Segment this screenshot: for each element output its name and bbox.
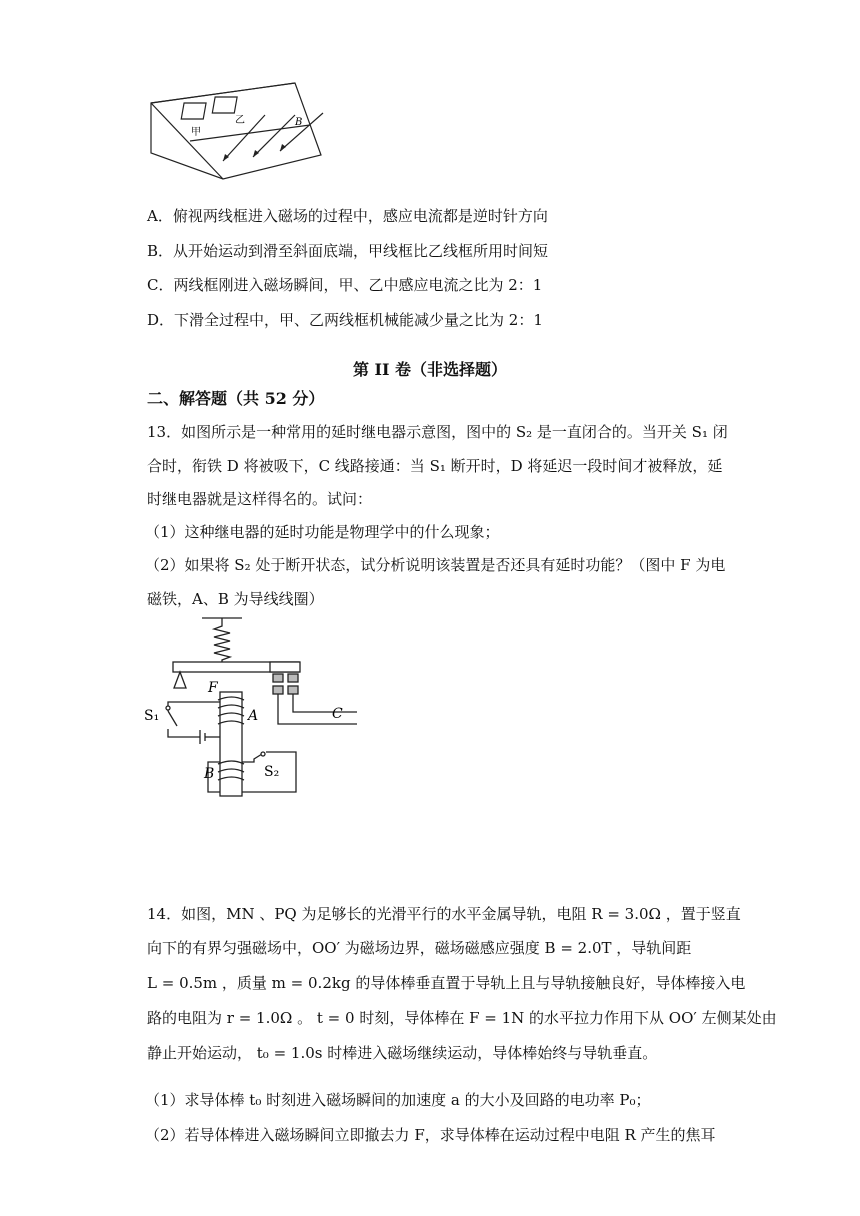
q14-line2: 向下的有界匀强磁场中，OO′ 为磁场边界，磁场磁感应强度 B = 2.0T ，导轨间距 (147, 939, 692, 957)
q14-sub1: （1）求导体棒 t₀ 时刻进入磁场瞬间的加速度 a 的大小及回路的电功率 P₀； (145, 1091, 651, 1109)
q14-line4: 路的电阻为 r = 1.0Ω 。 t = 0 时刻，导体棒在 F = 1N 的水平拉力作用下从 OO′ 左侧某处由 (147, 1009, 777, 1027)
label-s1: S₁ (144, 708, 160, 724)
relay-figure (142, 616, 362, 801)
q13-line1: 13．如图所示是一种常用的延时继电器示意图，图中的 S₂ 是一直闭合的。当开关 S₁ 闭 (147, 423, 728, 441)
label-s2: S₂ (264, 764, 280, 780)
option-b: B．从开始运动到滑至斜面底端，甲线框比乙线框所用时间短 (147, 242, 549, 260)
incline-figure (145, 75, 345, 185)
option-a: A．俯视两线框进入磁场的过程中，感应电流都是逆时针方向 (147, 207, 548, 225)
q14-sub2: （2）若导体棒进入磁场瞬间立即撤去力 F，求导体棒在运动过程中电阻 R 产生的焦耳 (145, 1126, 716, 1144)
q14-line1: 14．如图，MN 、PQ 为足够长的光滑平行的水平金属导轨，电阻 R = 3.0Ω ，置于竖直 (147, 905, 741, 923)
label-b-field: B (295, 117, 303, 128)
label-yi: 乙 (235, 115, 245, 126)
option-c: C．两线框刚进入磁场瞬间，甲、乙中感应电流之比为 2：1 (147, 276, 543, 294)
option-d: D．下滑全过程中，甲、乙两线框机械能减少量之比为 2：1 (147, 311, 543, 329)
q13-sub2-line2: 磁铁，A、B 为导线线圈） (147, 590, 324, 608)
label-c: C (332, 706, 343, 722)
q13-line2: 合时，衔铁 D 将被吸下，C 线路接通：当 S₁ 断开时，D 将延迟一段时间才被释放，延 (147, 457, 723, 475)
label-b-coil: B (204, 766, 215, 782)
part-title: 二、解答题（共 52 分） (147, 389, 325, 408)
label-a: A (248, 708, 259, 724)
section-title: 第 II 卷（非选择题） (352, 360, 508, 379)
label-f: F (208, 680, 218, 696)
q14-line5: 静止开始运动， t₀ = 1.0s 时棒进入磁场继续运动，导体棒始终与导轨垂直。 (147, 1044, 658, 1062)
label-jia: 甲 (191, 127, 201, 138)
q13-line3: 时继电器就是这样得名的。试问： (147, 490, 373, 508)
q13-sub1: （1）这种继电器的延时功能是物理学中的什么现象； (145, 523, 500, 541)
q14-line3: L = 0.5m ，质量 m = 0.2kg 的导体棒垂直置于导轨上且与导轨接触良好，导体棒接入电 (147, 974, 746, 992)
q13-sub2-line1: （2）如果将 S₂ 处于断开状态，试分析说明该装置是否还具有延时功能？（图中 F 为电 (145, 556, 726, 574)
